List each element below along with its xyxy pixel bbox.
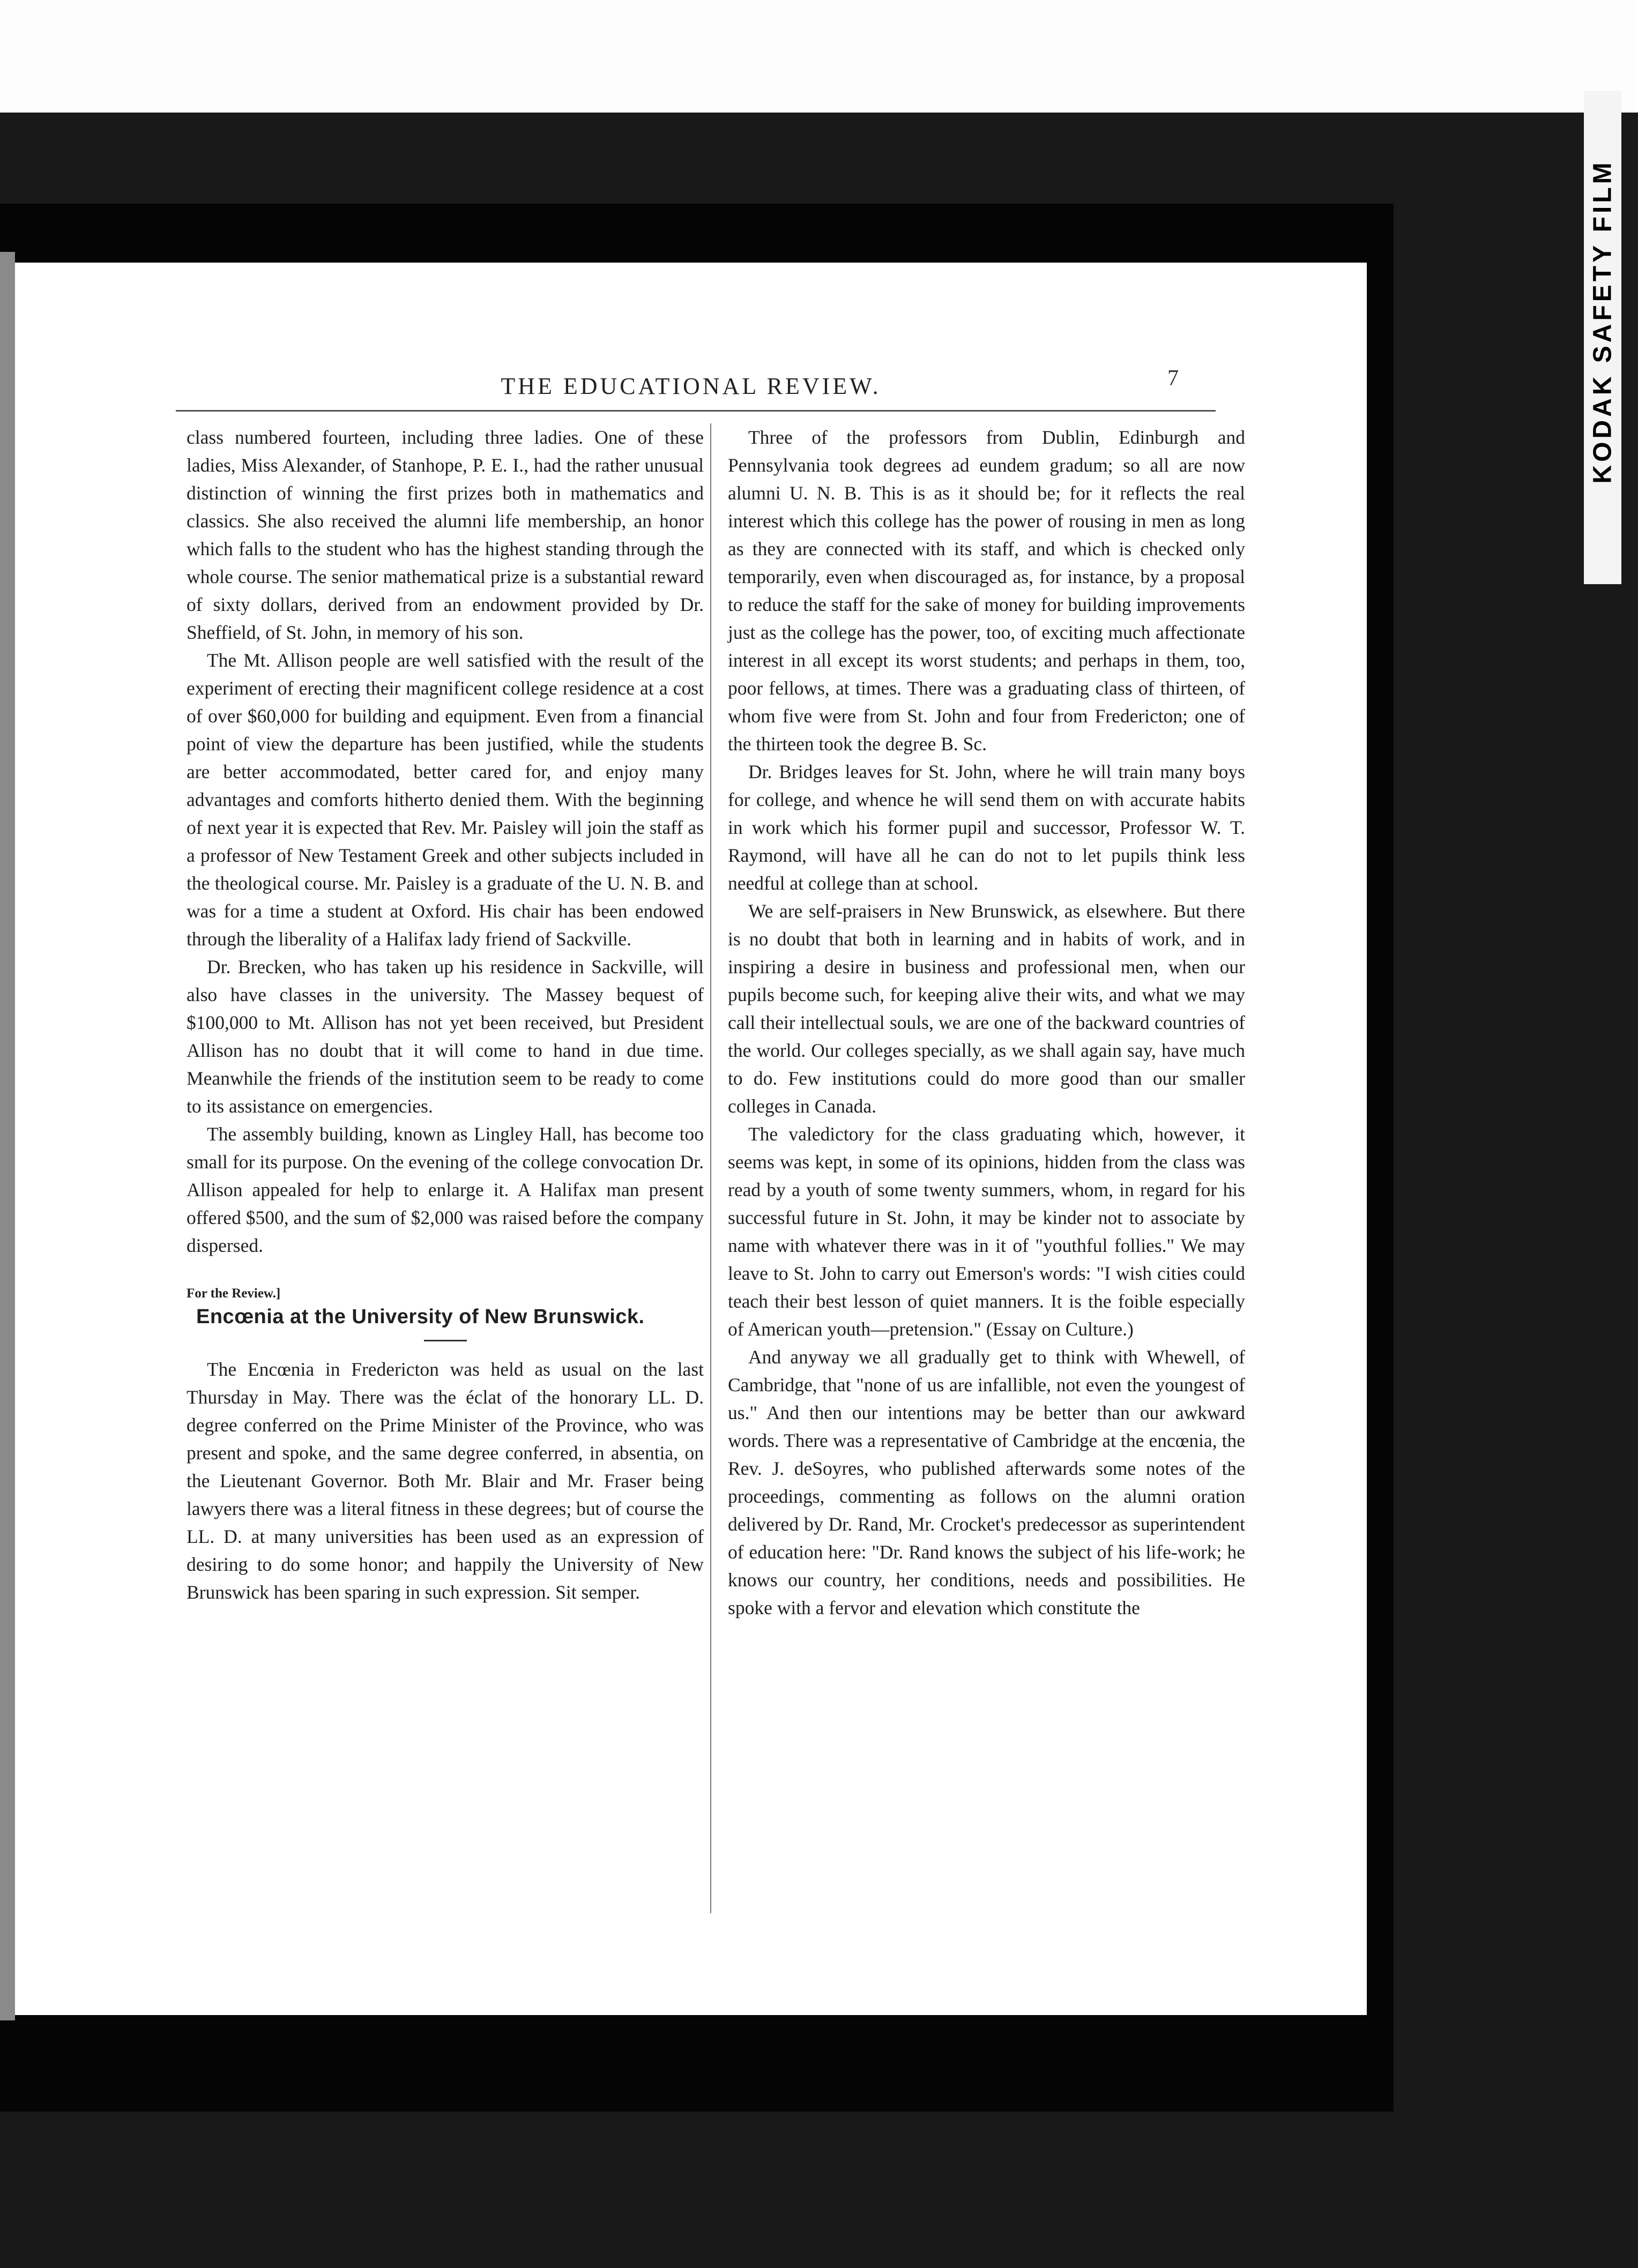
film-top-margin xyxy=(0,0,1638,113)
paragraph: The valedictory for the class graduating which, however, it seems was kept, in some of its opinions, hidden from the class was read by a youth of some twenty summers, whom, in regard for his successful future in St. John, it may be kinder not to associate by name with whatever there was in it of "youthful follies." We may leave to St. John to carry out Emerson's words: "I wish cities could teach their best lesson of quiet manners. It is the foible especially of American youth—pretension." (Essay on Culture.) xyxy=(728,1123,1245,1340)
column-divider xyxy=(710,423,711,1913)
book-binding-edge xyxy=(0,252,15,2020)
left-column xyxy=(187,423,704,1606)
paragraph: The assembly building, known as Lingley Hall, has become too small for its purpose. On the evening of the college convocation Dr. Allison appealed for help to enlarge it. A Halifax man present offered $500, and the sum of $2,000 was raised before the company dispersed. xyxy=(187,1123,704,1256)
right-column xyxy=(728,423,1245,1622)
running-header: THE EDUCATIONAL REVIEW. xyxy=(501,373,881,399)
document-page xyxy=(15,263,1367,2015)
page-number: 7 xyxy=(1167,366,1179,391)
article-title: Encœnia at the University of New Brunswick. xyxy=(196,1305,645,1328)
paragraph: Three of the professors from Dublin, Edinburgh and Pennsylvania took degrees ad eundem gradum; so all are now alumni U. N. B. This is as it should be; for it reflects the real interest which this college has the power of rousing in men as long as they are connected with its staff, and which is checked only temporarily, even when discouraged as, for instance, by a proposal to reduce the staff for the sake of money for building improvements just as the college has the power, too, of exciting much affectionate interest in all except its worst students; and perhaps in them, too, poor fellows, at times. There was a graduating class of thirteen, of whom five were from St. John and four from Fredericton; one of the thirteen took the degree B. Sc. xyxy=(728,427,1245,755)
header-rule xyxy=(176,410,1216,412)
paragraph: Dr. Brecken, who has taken up his residence in Sackville, will also have classes in the university. The Massey bequest of $100,000 to Mt. Allison has not yet been received, but President Allison has no doubt that it will come to hand in due time. Meanwhile the friends of the institution seem to be ready to come to its assistance on emergencies. xyxy=(187,956,704,1117)
film-edge-text: KODAK SAFETY FILM xyxy=(1588,159,1617,484)
paragraph: Dr. Bridges leaves for St. John, where he will train many boys for college, and whence he will send them on with accurate habits in work which his former pupil and successor, Professor W. T. Raymond, will have all he can do not to let pupils think less needful at college than at school. xyxy=(728,761,1245,894)
paragraph: The Encœnia in Fredericton was held as usual on the last Thursday in May. There was the éclat of the honorary LL. D. degree conferred on the Prime Minister of the Province, who was present and spoke, and the same degree conferred, in absentia, on the Lieutenant Governor. Both Mr. Blair and Mr. Fraser being lawyers there was a literal fitness in these degrees; but of course the LL. D. at many universities has been used as an expression of desiring to do some honor; and happily the University of New Brunswick has been sparing in such expression. Sit semper. xyxy=(187,1359,704,1603)
article-kicker: For the Review.] xyxy=(187,1286,281,1301)
paragraph: The Mt. Allison people are well satisfied with the result of the experiment of erecting their magnificent college residence at a cost of over $60,000 for building and equipment. Even from a financial point of view the departure has been justified, while the students are better accommodated, better cared for, and enjoy many advantages and comforts hitherto denied them. With the beginning of next year it is expected that Rev. Mr. Paisley will join the staff as a professor of New Testament Greek and other subjects included in the theological course. Mr. Paisley is a graduate of the U. N. B. and was for a time a student at Oxford. His chair has been endowed through the liberality of a Halifax lady friend of Sackville. xyxy=(187,650,704,950)
paragraph: And anyway we all gradually get to think with Whewell, of Cambridge, that "none of us are infallible, not even the youngest of us." And then our intentions may be better than our awkward words. There was a representative of Cambridge at the encœnia, the Rev. J. deSoyres, who published afterwards some notes of the proceedings, commenting as follows on the alumni oration delivered by Dr. Rand, Mr. Crocket's predecessor as superintendent of education here: "Dr. Rand knows the subject of his life-work; he knows our country, her conditions, needs and possibilities. He spoke with a fervor and elevation which constitute the xyxy=(728,1346,1245,1618)
paragraph: class numbered fourteen, including three ladies. One of these ladies, Miss Alexander, of Stanhope, P. E. I., had the rather unusual distinction of winning the first prizes both in mathematics and classics. She also received the alumni life membership, an honor which falls to the student who has the highest standing through the whole course. The senior mathematical prize is a substantial reward of sixty dollars, derived from an endowment provided by Dr. Sheffield, of St. John, in memory of his son. xyxy=(187,427,704,643)
title-rule xyxy=(424,1340,467,1341)
paragraph: We are self-praisers in New Brunswick, as elsewhere. But there is no doubt that both in learning and in habits of work, and in inspiring a desire in business and professional men, when our pupils become such, for keeping alive their wits, and what we may call their intellectual souls, we are one of the backward countries of the world. Our colleges specially, as we shall again say, have much to do. Few institutions could do more good than our smaller colleges in Canada. xyxy=(728,900,1245,1117)
